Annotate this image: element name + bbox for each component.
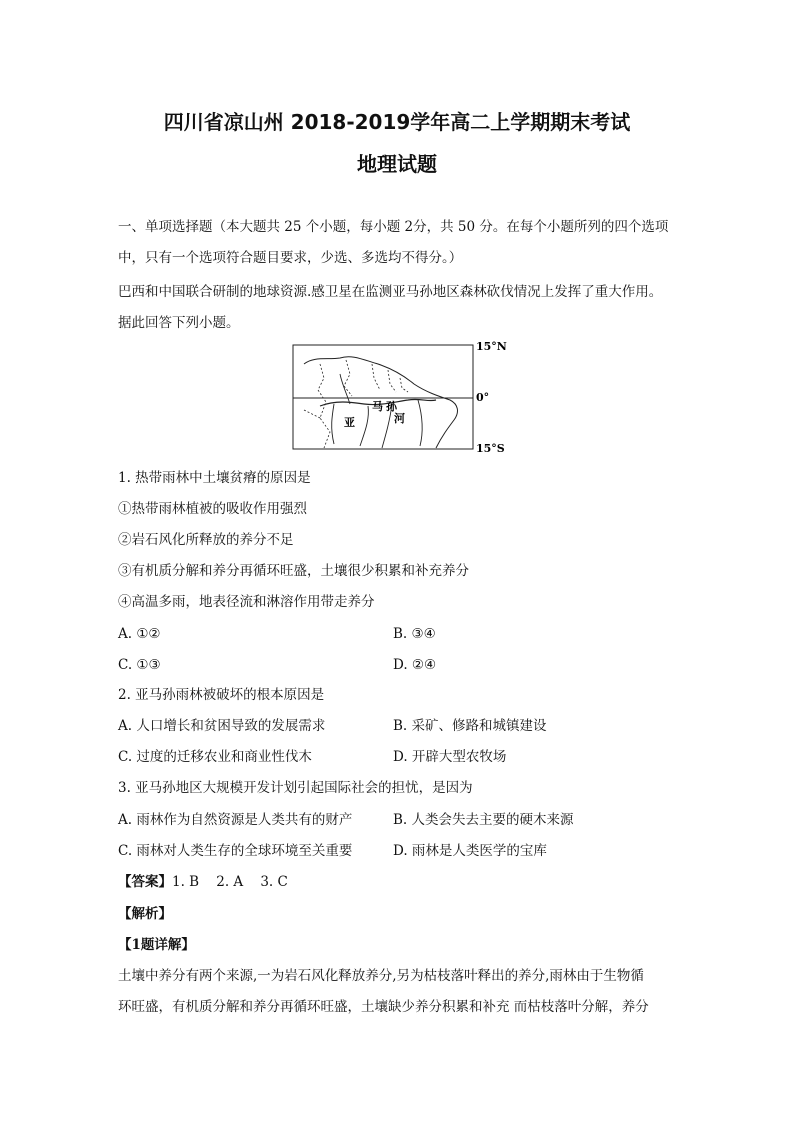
- q3-option-d: D. 雨林是人类医学的宝库: [393, 843, 547, 859]
- question-3-stem: 3. 亚马孙地区大规模开发计划引起国际社会的担忧，是因为: [118, 780, 473, 796]
- q2-option-d: D. 开辟大型农牧场: [393, 749, 507, 765]
- q2-option-c: C. 过度的迁移农业和商业性伐木: [118, 749, 312, 765]
- river-name-char: 亚: [344, 416, 355, 429]
- country-border: [400, 378, 408, 392]
- answer-label: 【答案】: [118, 874, 172, 890]
- river-name-char: 河: [394, 412, 405, 425]
- tributary: [332, 404, 334, 444]
- intro-line1: 巴西和中国联合研制的地球资源.感卫星在监测亚马孙地区森林砍伐情况上发挥了重大作用。: [118, 284, 663, 300]
- section-header-line1: 一、单项选择题（本大题共 25 个小题，每小题 2分，共 50 分。在每个小题所列的四个选项: [118, 219, 669, 235]
- intro-line2: 据此回答下列小题。: [118, 315, 240, 331]
- latitude-label-15n: 15°N: [476, 340, 507, 353]
- map-frame: [293, 345, 473, 449]
- q1-option-b: B. ③④: [393, 626, 436, 642]
- answer-text: 1. B 2. A 3. C: [172, 874, 288, 890]
- country-border: [372, 364, 380, 390]
- latitude-label-15s: 15°S: [476, 442, 505, 455]
- analysis-label: 【解析】: [118, 906, 172, 922]
- country-border: [388, 370, 396, 392]
- detail-line2: 环旺盛，有机质分解和养分再循环旺盛，土壤缺少养分积累和补充 而枯枝落叶分解，养分: [118, 999, 649, 1015]
- river-name-char: 马: [372, 400, 383, 413]
- tributary: [418, 400, 422, 446]
- amazon-map: [290, 340, 510, 458]
- q1-option-d: D. ②④: [393, 657, 437, 673]
- q3-option-c: C. 雨林对人类生存的全球环境至关重要: [118, 843, 353, 859]
- detail-title: 【1题详解】: [118, 937, 195, 953]
- q1-statement-1: ①热带雨林植被的吸收作用强烈: [118, 501, 307, 517]
- doc-title: 四川省凉山州 2018-2019学年高二上学期期末考试: [163, 110, 631, 134]
- q3-option-a: A. 雨林作为自然资源是人类共有的财产: [118, 812, 353, 828]
- river-name-char: 孙: [386, 400, 397, 413]
- country-border: [318, 364, 330, 448]
- q1-option-c: C. ①③: [118, 657, 161, 673]
- section-header-line2: 中，只有一个选项符合题目要求，少选、多选均不得分。）: [118, 250, 463, 266]
- latitude-label-0: 0°: [476, 391, 490, 404]
- tributary: [340, 374, 350, 404]
- doc-subtitle: 地理试题: [357, 152, 437, 176]
- detail-line1: 土壤中养分有两个来源,一为岩石风化释放养分,另为枯枝落叶释出的养分,雨林由于生物循: [118, 968, 644, 984]
- question-1-stem: 1. 热带雨林中土壤贫瘠的原因是: [118, 470, 311, 486]
- q2-option-a: A. 人口增长和贫困导致的发展需求: [118, 718, 326, 734]
- question-2-stem: 2. 亚马孙雨林被破坏的根本原因是: [118, 687, 325, 703]
- tributary: [360, 406, 368, 446]
- q2-option-b: B. 采矿、修路和城镇建设: [393, 718, 547, 734]
- q1-statement-2: ②岩石风化所释放的养分不足: [118, 532, 294, 548]
- q1-statement-3: ③有机质分解和养分再循环旺盛，土壤很少积累和补充养分: [118, 563, 469, 579]
- q3-option-b: B. 人类会失去主要的硬木来源: [393, 812, 574, 828]
- q1-statement-4: ④高温多雨，地表径流和淋溶作用带走养分: [118, 594, 375, 610]
- answer-line: [118, 873, 288, 891]
- q1-option-a: A. ①②: [118, 626, 161, 642]
- country-border: [304, 410, 320, 418]
